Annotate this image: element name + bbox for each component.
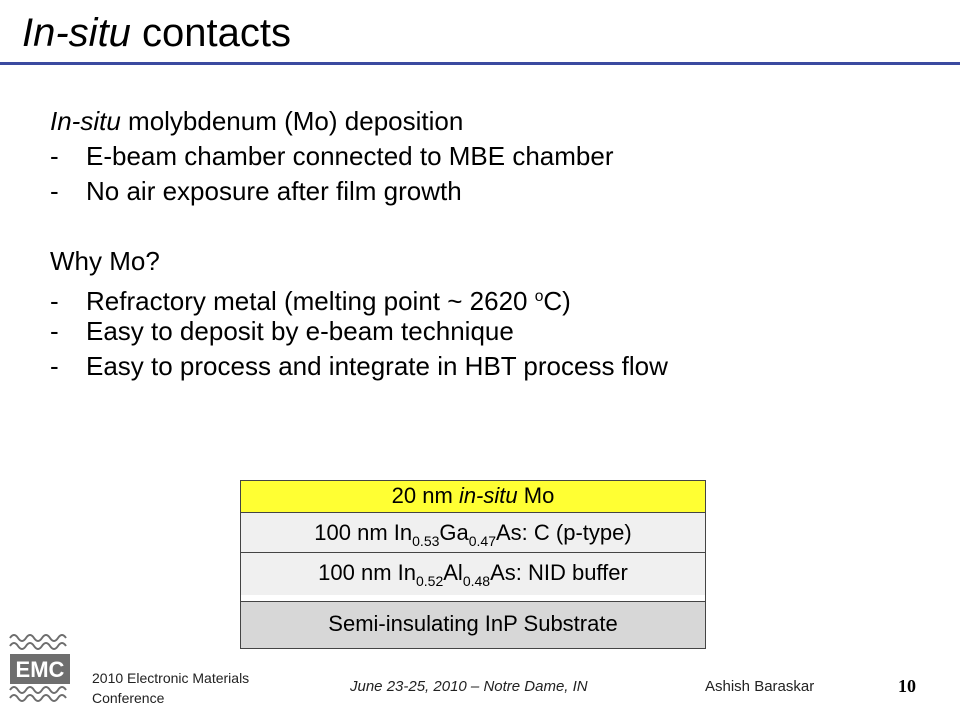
intro-bullet [50,139,668,174]
footer-date: June 23-25, 2010 – Notre Dame, IN [350,678,588,695]
degree-superscript: o [534,288,544,305]
layer-mo: 20 nm in-situ Mo [240,480,706,512]
layer-ingaas: 100 nm $In_{0.53}Ga_{0.47}As$: C (p-type) [240,512,706,552]
bullet-dash: - [50,316,59,346]
bullet-dash: - [50,351,59,381]
intro-item-1: E-beam chamber connected to MBE chamber [86,141,614,171]
title-underline [0,62,960,65]
emc-logo-icon [8,632,72,706]
intro-line [50,104,668,139]
why-bullet [50,314,668,349]
why-bullet [50,279,668,314]
why-refractory-after: C) [543,286,571,316]
footer-conference-line1: 2010 Electronic Materials [92,670,250,686]
slide-title-rest: contacts [130,11,292,55]
intro-bullet [50,174,668,209]
why-deposit: Easy to deposit by e-beam technique [86,316,514,346]
bullet-dash: - [50,141,59,171]
layer-substrate: Semi-insulating InP Substrate [240,601,706,649]
intro-italic: In-situ [50,106,121,136]
footer-conference-line2: Conference [92,690,165,706]
page-number: 10 [898,676,916,696]
why-process: Easy to process and integrate in HBT process flow [86,351,668,381]
footer-author: Ashish Baraskar [705,678,815,695]
slide-title [22,8,291,58]
why-bullet [50,349,668,384]
slide-title-italic: In-situ [22,11,131,55]
bullet-dash: - [50,286,59,316]
layer-stack-diagram [240,480,706,649]
slide-body [50,104,668,384]
bullet-dash: - [50,176,59,206]
layer-inalas: 100 nm $In_{0.52}Al_{0.48}As$: NID buffer [240,552,706,595]
why-refractory-before: Refractory metal (melting point ~ 2620 [86,286,535,316]
why-heading: Why Mo? [50,246,160,276]
intro-item-2: No air exposure after film growth [86,176,462,206]
footer-conference [92,668,249,708]
intro-rest: molybdenum (Mo) deposition [120,106,464,136]
svg-text:EMC: EMC [15,657,65,682]
